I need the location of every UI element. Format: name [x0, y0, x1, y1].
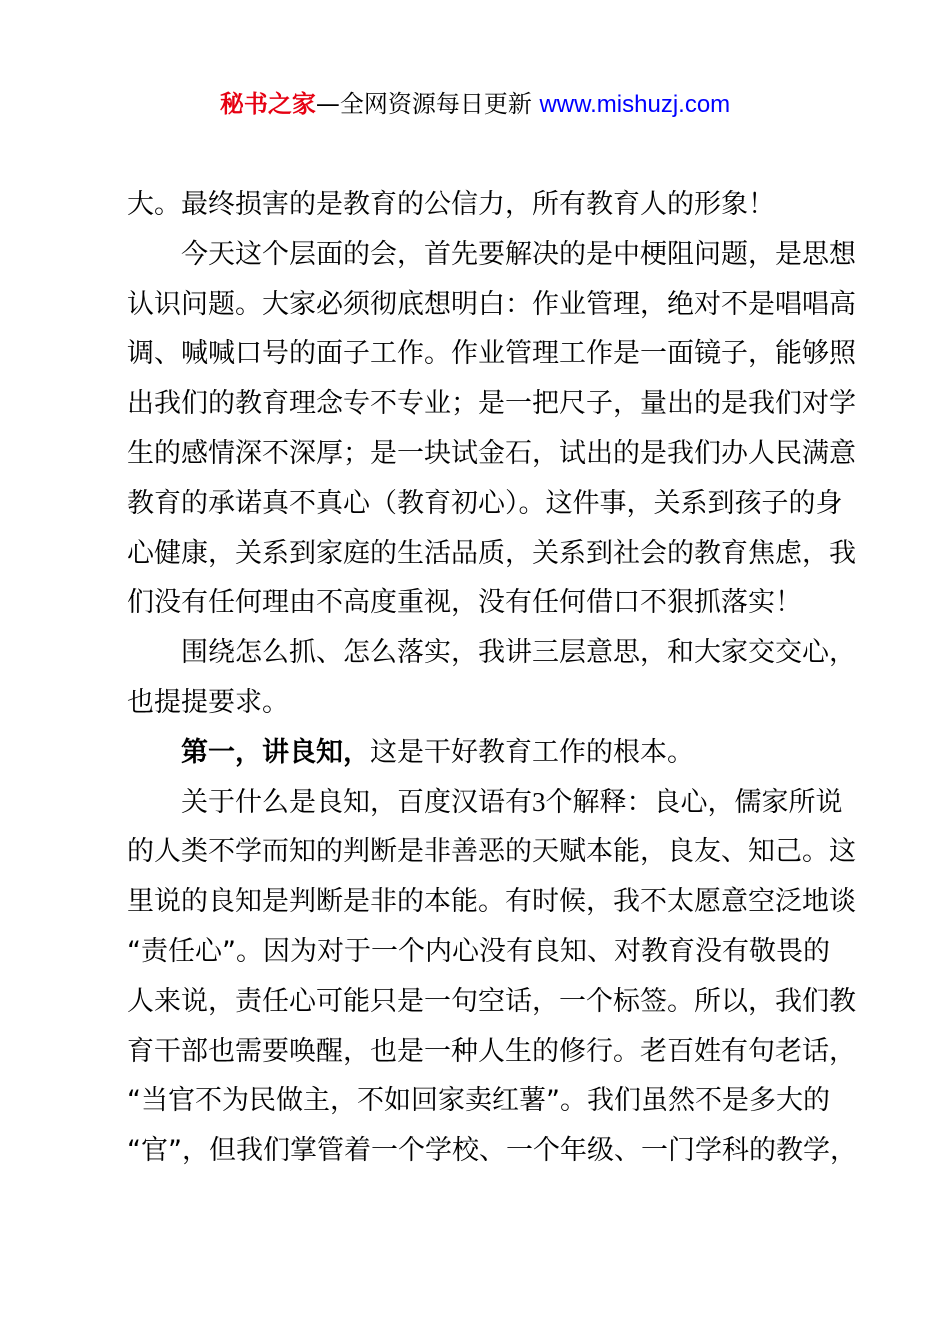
site-header — [0, 86, 950, 123]
text-line: 大。最终损害的是教育的公信力，所有教育人的形象！ — [127, 189, 775, 220]
text-line — [127, 778, 843, 828]
text-line: 教育的承诺真不真心（教育初心）。这件事，关系到孩子的身 — [127, 487, 843, 519]
number-value: 3 — [532, 786, 546, 817]
site-url-link[interactable]: www.mishuzj.com — [539, 91, 731, 118]
text-line: 调、喊喊口号的面子工作。作业管理工作是一面镜子，能够照 — [127, 338, 856, 370]
document-body — [127, 180, 857, 1176]
text-line: 围绕怎么抓、怎么落实，我讲三层意思，和大家交交心， — [181, 637, 856, 669]
section-heading-one — [127, 728, 839, 778]
text-line: 出我们的教育理念专不专业；是一把尺子，量出的是我们对学 — [127, 388, 856, 420]
text-line: 生的感情深不深厚；是一块试金石，试出的是我们办人民满意 — [127, 437, 856, 469]
section-text: 这是干好教育工作的根本。 — [370, 736, 694, 768]
text-line: 们没有任何理由不高度重视，没有任何借口不狠抓落实！ — [127, 587, 802, 619]
text-line: 育干部也需要唤醒，也是一种人生的修行。老百姓有句老话， — [127, 1035, 856, 1067]
brand-name: 秘书之家 — [219, 90, 316, 118]
text-line: 心健康，关系到家庭的生活品质，关系到社会的教育焦虑，我 — [127, 537, 856, 569]
text-line: “责任心”。因为对于一个内心没有良知、对教育没有敬畏的 — [127, 935, 830, 967]
text-line: 里说的良知是判断是非的本能。有时候，我不太愿意空泛地谈 — [127, 886, 856, 918]
text-line: 也提提要求。 — [127, 686, 289, 718]
text-line: 认识问题。大家必须彻底想明白：作业管理，绝对不是唱唱高 — [127, 288, 856, 320]
text-line: 人来说，责任心可能只是一句空话，一个标签。所以，我们教 — [127, 985, 856, 1017]
text-line: “当官不为民做主，不如回家卖红薯”。我们虽然不是多大的 — [127, 1085, 830, 1117]
text-line: 今天这个层面的会，首先要解决的是中梗阻问题，是思想 — [181, 238, 856, 270]
section-label: 第一，讲良知， — [181, 736, 370, 768]
text-line: “官”，但我们掌管着一个学校、一个年级、一门学科的教学， — [127, 1135, 857, 1167]
text-fragment: 关于什么是良知，百度汉语有 — [181, 786, 532, 818]
text-fragment: 个解释：良心，儒家所说 — [545, 786, 843, 818]
text-line: 的人类不学而知的判断是非善恶的天赋本能，良友、知己。这 — [127, 836, 856, 868]
header-tagline: —全网资源每日更新 — [315, 90, 540, 118]
